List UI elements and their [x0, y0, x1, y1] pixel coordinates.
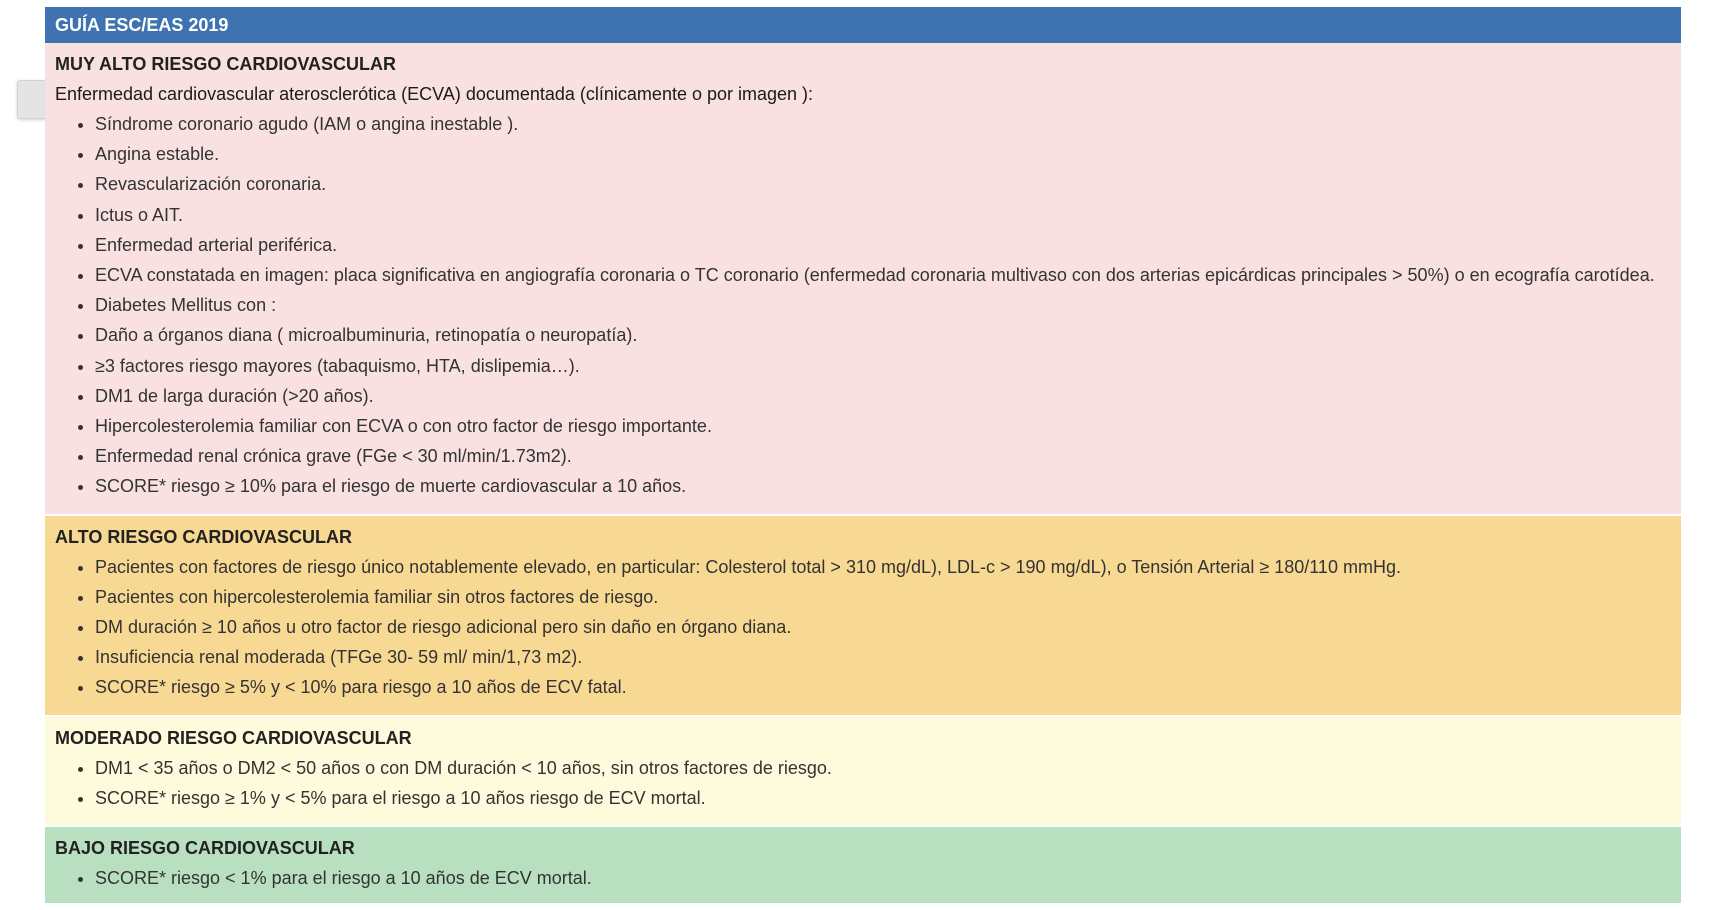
section-moderate-risk	[45, 717, 1681, 827]
list-item: • Síndrome coronario agudo (IAM o angina inestable ).	[95, 109, 1671, 139]
list-very-high	[55, 109, 1671, 502]
list-item: • Pacientes con hipercolesterolemia familiar sin otros factores de riesgo.	[95, 582, 1671, 612]
list-low	[55, 863, 1671, 893]
list-item: • SCORE* riesgo ≥ 5% y < 10% para riesgo a 10 años de ECV fatal.	[95, 672, 1671, 702]
list-item: • Daño a órganos diana ( microalbuminuria, retinopatía o neuropatía).	[95, 320, 1671, 350]
list-item: • SCORE* riesgo < 1% para el riesgo a 10 años de ECV mortal.	[95, 863, 1671, 893]
section-title-very-high: MUY ALTO RIESGO CARDIOVASCULAR	[55, 54, 397, 74]
risk-table	[45, 7, 1681, 905]
list-item: • Angina estable.	[95, 139, 1671, 169]
list-high	[55, 552, 1671, 703]
list-item: • Ictus o AIT.	[95, 200, 1671, 230]
list-item: • Insuficiencia renal moderada (TFGe 30- 59 ml/ min/1,73 m2).	[95, 642, 1671, 672]
list-item: • Enfermedad renal crónica grave (FGe < 30 ml/min/1.73m2).	[95, 441, 1671, 471]
list-item: • Pacientes con factores de riesgo único notablemente elevado, en particular: Colesterol total > 310 mg/dL), LDL-c > 190 mg/dL), o Tensión Arterial ≥ 180/110 mmHg.	[95, 552, 1671, 582]
section-title-moderate: MODERADO RIESGO CARDIOVASCULAR	[55, 727, 412, 748]
list-item: • ECVA constatada en imagen: placa significativa en angiografía coronaria o TC coronario (enfermedad coronaria multivaso con dos arterias epicárdicas principales > 50%) o en ecografía carotídea.	[95, 260, 1671, 290]
list-item: • SCORE* riesgo ≥ 10% para el riesgo de muerte cardiovascular a 10 años.	[95, 471, 1671, 501]
list-item: • Hipercolesterolemia familiar con ECVA o con otro factor de riesgo importante.	[95, 411, 1671, 441]
section-very-high-risk	[45, 43, 1681, 516]
table-header: GUÍA ESC/EAS 2019	[45, 7, 1681, 43]
list-item: • Enfermedad arterial periférica.	[95, 230, 1671, 260]
list-item: • DM1 de larga duración (>20 años).	[95, 381, 1671, 411]
list-item: • SCORE* riesgo ≥ 1% y < 5% para el riesgo a 10 años riesgo de ECV mortal.	[95, 783, 1671, 813]
list-item: • ≥3 factores riesgo mayores (tabaquismo, HTA, dislipemia…).	[95, 351, 1671, 381]
section-intro-very-high: Enfermedad cardiovascular aterosclerótica (ECVA) documentada (clínicamente o por imagen ):	[55, 84, 814, 104]
section-high-risk	[45, 516, 1681, 717]
list-item: • Diabetes Mellitus con :	[95, 290, 1671, 320]
list-item: • DM1 < 35 años o DM2 < 50 años o con DM duración < 10 años, sin otros factores de riesgo.	[95, 753, 1671, 783]
section-title-low: BAJO RIESGO CARDIOVASCULAR	[55, 838, 355, 859]
list-item: • Revascularización coronaria.	[95, 169, 1671, 199]
list-item: • DM duración ≥ 10 años u otro factor de riesgo adicional pero sin daño en órgano diana.	[95, 612, 1671, 642]
section-title-high: ALTO RIESGO CARDIOVASCULAR	[55, 526, 353, 547]
list-moderate	[55, 753, 1671, 813]
section-low-risk	[45, 827, 1681, 905]
